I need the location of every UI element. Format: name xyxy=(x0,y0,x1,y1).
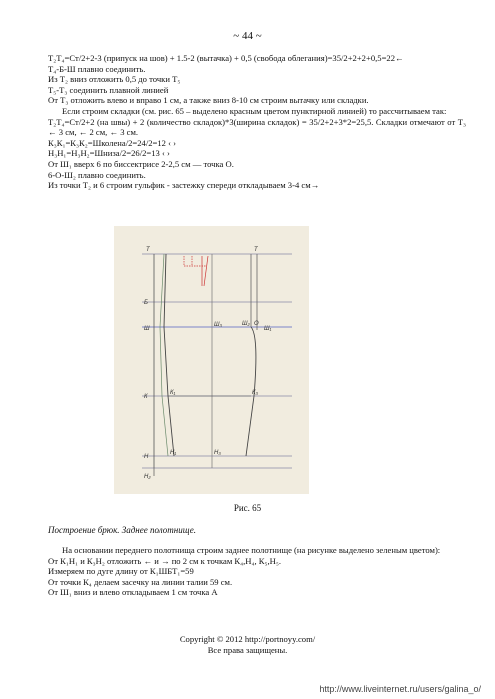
label-sh-far: Ш₁ xyxy=(264,326,272,332)
text-block-bottom xyxy=(48,545,466,598)
paragraph: От Ш₁ вверх 6 по биссектрисе 2-2,5 см — точка О. xyxy=(48,158,234,169)
page-number: ~ 44 ~ xyxy=(233,30,262,42)
label-n-bottom: Н₂ xyxy=(144,474,151,480)
paragraph: Т₄-Б-Ш плавно соединить. xyxy=(48,63,146,74)
label-t-right: Т xyxy=(254,247,258,253)
label-sh-center: Ш₃ xyxy=(214,322,222,328)
label-k-left: К xyxy=(144,394,148,400)
paragraph: От Ш₁ вниз и влево откладываем 1 см точка А xyxy=(48,587,218,598)
copyright-line: Copyright © 2012 http://portnoyy.com/ xyxy=(179,634,316,644)
section-heading: Построение брюк. Заднее полотнище. xyxy=(48,525,197,535)
watermark-url: http://www.liveinternet.ru/users/galina_o/ xyxy=(319,684,481,694)
paragraph: Т₂Т₄=Ст/2+2 (на швы) + 2 (количество складок)*3(ширина складок) = 35/2+2+3*2=25,5. Складки отмечают от Т₃ ← 3 см, ← 2 см, ← 3 см. xyxy=(48,116,466,138)
label-sh-o: О xyxy=(254,321,259,327)
figure-caption: Рис. 65 xyxy=(233,503,262,513)
paragraph: Если строим складки (см. рис. 65 – выделено красным цветом пунктирной линией) то рассчитываем так: xyxy=(62,105,447,116)
paragraph: Из Т₂ вниз отложить 0,5 до точки Т₅ xyxy=(48,74,181,85)
paragraph: Измеряем по дуге длину от К₁ШБТ₁=59 xyxy=(48,566,194,577)
label-n-left: Н xyxy=(144,454,149,460)
text-block-top xyxy=(48,53,466,191)
label-n3: Н₃ xyxy=(214,450,221,456)
paragraph: От точки К₄ делаем засечку на линии талии 59 см. xyxy=(48,576,233,587)
paragraph: От К₁Н₁ и К₃Н₂ отложить ← и → по 2 см к точкам К₄,Н₄, К₅,Н₅. xyxy=(48,555,282,566)
footer xyxy=(0,634,495,656)
paragraph: Н₃Н₁=Н₃Н₂=Шниза/2=26/2=13 ‹ › xyxy=(48,148,170,159)
paragraph: К₃К₁=К₃К₂=Школена/2=24/2=12 ‹ › xyxy=(48,137,176,148)
label-sh-left: Ш xyxy=(144,326,150,332)
label-sh-right: Ш₂ xyxy=(242,321,250,327)
paragraph: Т₅-Т₃ соединить плавной линией xyxy=(48,84,169,95)
pattern-drawing xyxy=(114,226,309,494)
paragraph: Т₂Т₄=Ст/2+2-3 (припуск на шов) + 1.5-2 (вытачка) + 0,5 (свобода облегания)=35/2+2+2+0,5=22← xyxy=(48,53,404,63)
paragraph: 6-О-Ш₂ плавно соединить. xyxy=(48,169,146,180)
paragraph: Из точки Т₂ и 6 строим гульфик - застежку спереди откладываем 3-4 см→ xyxy=(48,180,320,191)
paragraph: От Т₃ отложить влево и вправо 1 см, а также вниз 8-10 см строим вытачку или складки. xyxy=(48,95,369,106)
paragraph: На основании переднего полотнища строим заднее полотнище (на рисунке выделено зеленым цветом): xyxy=(62,545,441,555)
label-t-left: Т xyxy=(146,247,150,253)
label-k3: К₃ xyxy=(252,390,258,396)
label-n1: Н₁ xyxy=(170,450,177,456)
label-k1: К₁ xyxy=(170,390,176,396)
label-b: Б xyxy=(144,300,148,306)
rights-line: Все права защищены. xyxy=(207,645,288,655)
pattern-drawing-figure xyxy=(114,226,309,494)
